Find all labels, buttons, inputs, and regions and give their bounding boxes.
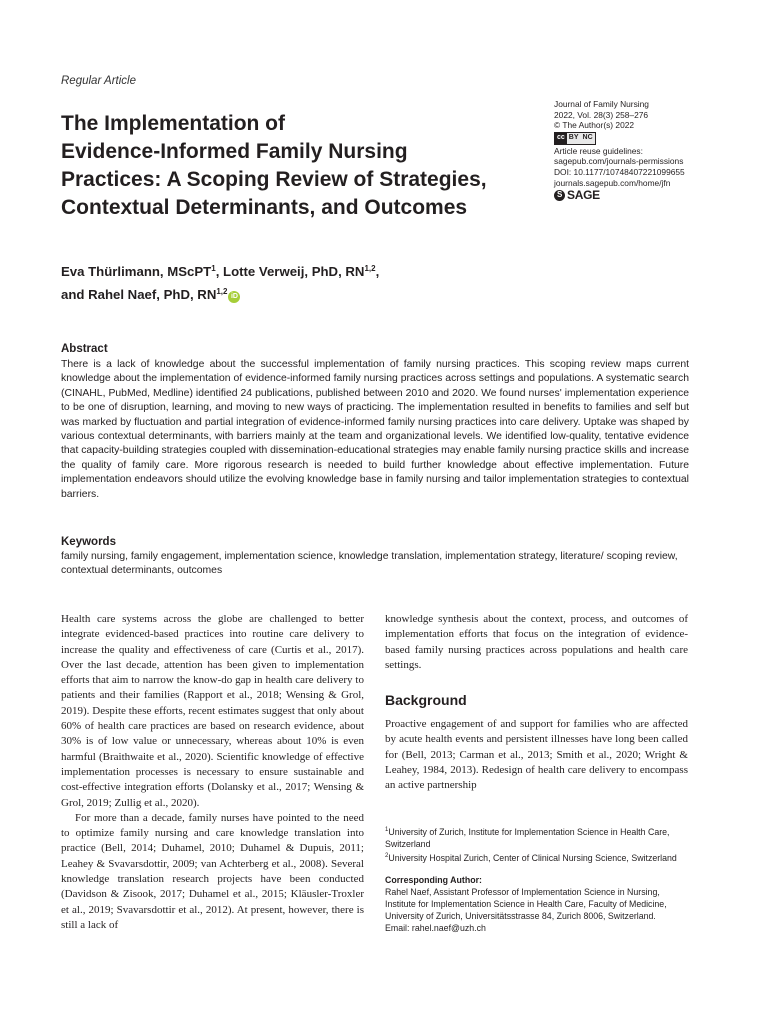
affiliation-note [385,850,688,864]
background-heading: Background [385,692,467,708]
author-list [61,259,379,305]
article-title [61,110,501,222]
journal-info [554,99,744,201]
background-paragraph: Proactive engagement of and support for families who are affected by acute health events and persistent illnesses have long been called for (Bell, 2013; Carman et al., 2013; Smith et al., 2020; Wright & Leahey, 1984, 2013). Redesign of health care delivery to encompass an active partnership [385,718,688,792]
journal-homepage-link[interactable]: journals.sagepub.com/home/jfn [554,177,671,188]
title-line: The Implementation of [61,112,286,135]
cc-nc-mark: NC [582,133,593,141]
affiliation-text: University of Zurich, Institute for Implementation Science in Health Care, Switzerland [385,827,670,849]
author-separator: , [375,264,380,279]
author-name: Lotte Verweij, PhD, RN [223,264,365,279]
publisher-logo [554,190,744,201]
author-conjunction: and [61,287,89,302]
keywords-heading: Keywords [61,536,116,548]
orcid-icon[interactable]: iD [228,291,240,303]
author-name: Rahel Naef, PhD, RN [88,287,217,302]
keywords-text: family nursing, family engagement, implementation science, knowledge translation, implementation strategy, literature/ scoping review, contextual determinants, outcomes [61,551,678,577]
footnotes [385,824,688,934]
corresponding-author-heading: Corresponding Author: [385,875,482,885]
body-paragraph: For more than a decade, family nurses have pointed to the need to optimize family nursing and care knowledge translation into practice (Bell, 2014; Duhamel, 2010; Duhamel & Dupuis, 2011; Leahey & Svavarsdottir, 2009; van Achterberg et al., 2008). Several knowledge translation research projects have been conducted (Davidson & Zisook, 2017; Duhamel et al., 2015; Kläusler-Troxler et al., 2019; Svavarsdottir et al., 2012). At present, however, there is still a lack of [61,811,364,931]
publisher-name: SAGE [567,188,600,203]
doi-link[interactable]: DOI: 10.1177/10748407221099655 [554,166,685,177]
corresponding-author-text: Rahel Naef, Assistant Professor of Implementation Science in Nursing, Institute for Implementation Science in Health Care, Faculty of Medicine, University of Zurich, Universitätsstrasse 84, Zurich 8006, Switzerland. [385,887,667,921]
article-type-label: Regular Article [61,75,136,87]
body-paragraph: Health care systems across the globe are challenged to better integrate evidenced-based practices into routine care delivery to increase the quality and effectiveness of care (Curtis et al., 2017). Over the last decade, attention has been given to implementation efforts that aim to narrow the know-do gap in health care delivery to patients and their families (Rapport et al., 2018; Wensing & Grol, 2019). Despite these efforts, recent estimates suggest that only about 60% of health care practices are based on research evidence, about 30% is of low value or unnecessary, whereas about 10% is even harmful (Braithwaite et al., 2020). Scientific knowledge of effective implementation processes is necessary to ensure sustainable and cost-effective integration efforts (Dolansky et al., 2017; Wensing & Grol, 2019; Zullig et al., 2020). [61,613,364,809]
cc-mark: cc [555,133,567,144]
footnote-sup: 2 [385,853,389,859]
author-line [61,282,379,305]
abstract-heading: Abstract [61,343,108,355]
body-paragraph: knowledge synthesis about the context, process, and outcomes of implementation efforts that focus on the integration of evidence-based family nursing practices across populations and health care settings. [385,613,688,671]
author-name: Eva Thürlimann, MScPT [61,264,212,279]
sage-logo-icon: S [554,190,565,201]
title-line: Evidence-Informed Family Nursing [61,140,408,163]
title-line: Practices: A Scoping Review of Strategies, [61,168,487,191]
footnote-sup: 1 [385,827,389,833]
cc-license-icon[interactable] [554,132,596,145]
affiliation-sup: 1 [211,264,216,273]
author-separator: , [215,264,224,279]
author-line [61,259,379,282]
abstract-text: There is a lack of knowledge about the successful implementation of family nursing practices. This scoping review maps current knowledge about the implementation of evidence-informed family nursing practices across settings and populations. A systematic search (CINAHL, PubMed, Medline) identified 24 publications, published between 2010 and 2020. We found nurses' implementation experience to be one of disruption, learning, and moving to new ways of practicing. The implementation resulted in benefits to families and self but was marked by fluctuation and partial integration of evidence-informed family nursing practices into care delivery. Uptake was shaped by various contextual determinants, with barriers mainly at the team and organizational levels. We identified low-quality, tentative evidence that capacity-building strategies coupled with dissemination-educational strategies may enable family nursing practice skills and increase the quality of family care. More rigorous research is needed to build further knowledge about effective implementation. Future implementation endeavors should utilize the evolving knowledge base in family nursing and tailor implementation strategies to contextual barriers. [61,359,689,500]
reuse-guidelines-label: Article reuse guidelines: [554,145,643,156]
title-line: Contextual Determinants, and Outcomes [61,196,468,219]
corresponding-author-email[interactable]: Email: rahel.naef@uzh.ch [385,923,486,933]
affiliation-note [385,824,688,850]
journal-volume: 2022, Vol. 28(3) 258–276 [554,109,649,120]
affiliation-sup: 1,2 [364,264,376,273]
body-column-right [385,612,688,673]
permissions-link[interactable]: sagepub.com/journals-permissions [554,156,684,167]
journal-copyright: © The Author(s) 2022 [554,120,635,131]
cc-by-mark: BY [568,133,579,141]
affiliation-text: University Hospital Zurich, Center of Clinical Nursing Science, Switzerland [388,853,677,863]
journal-name: Journal of Family Nursing [554,99,649,109]
body-column-left [61,612,364,933]
affiliation-sup: 1,2 [216,287,228,296]
